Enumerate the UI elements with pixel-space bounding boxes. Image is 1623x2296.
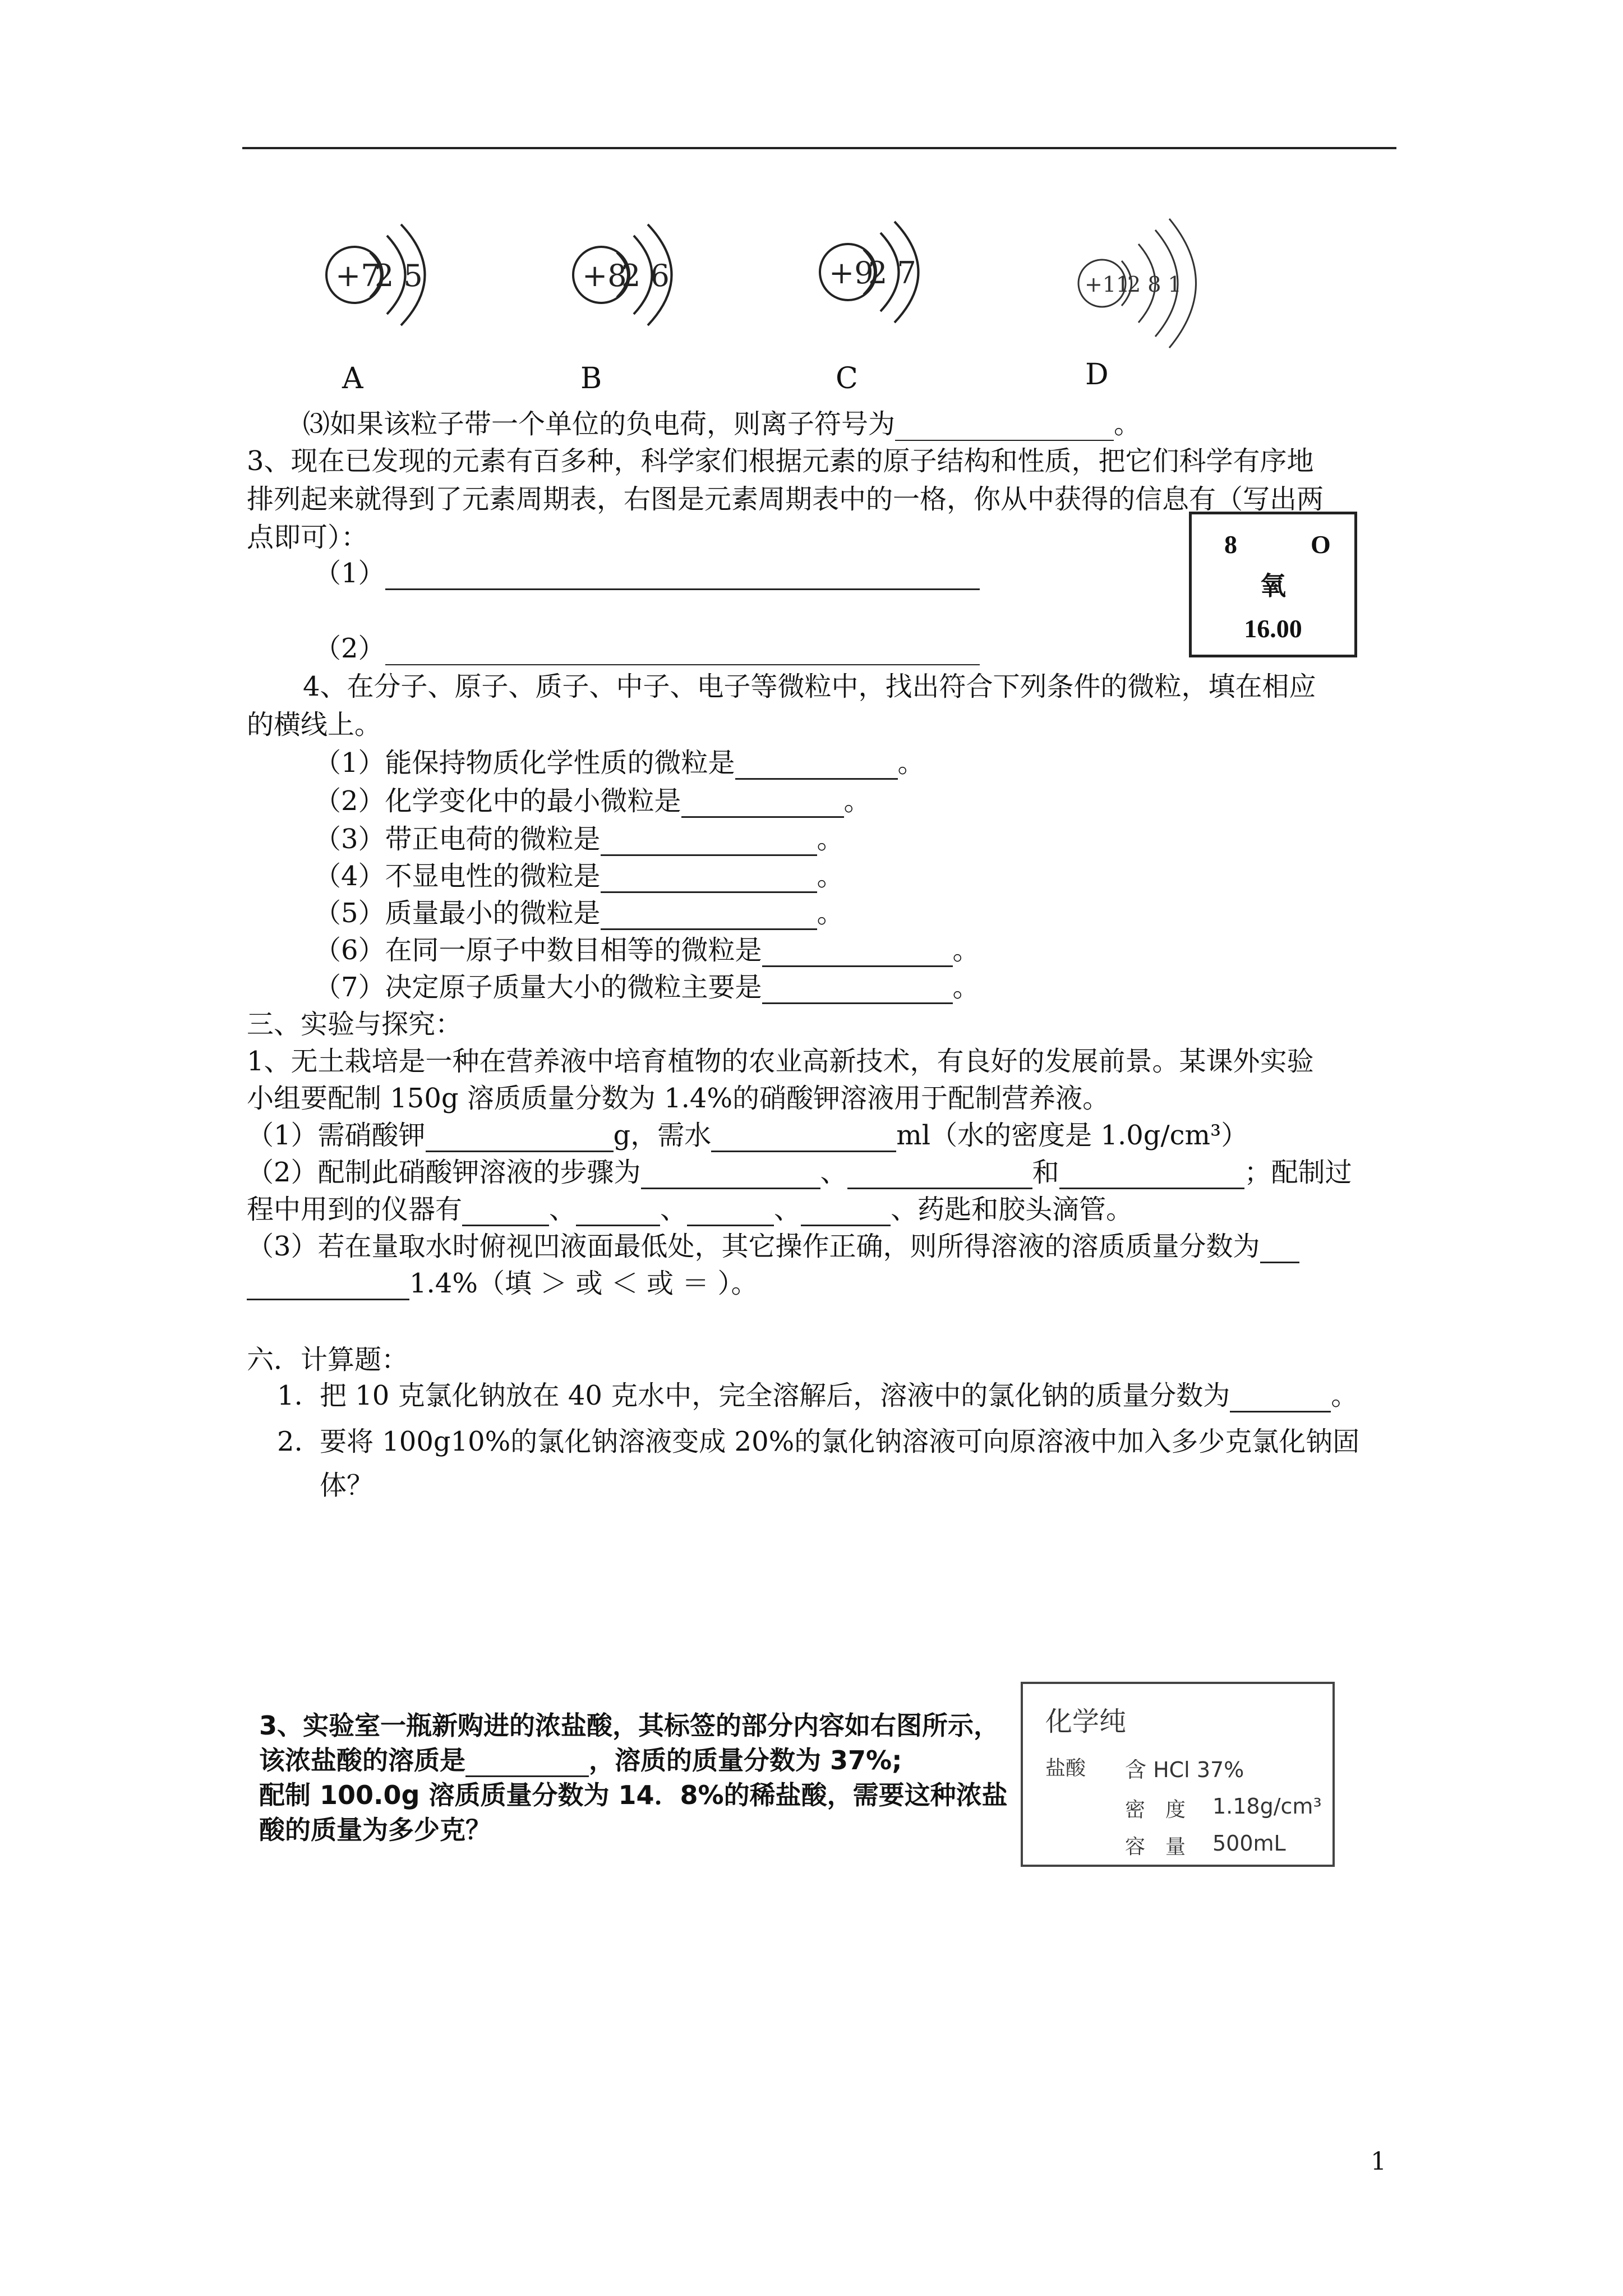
section3-s3-b: 1.4%（填 ＞ 或 ＜ 或 ＝ ）。: [409, 1268, 758, 1299]
section6-q1-num: 1.: [277, 1380, 303, 1411]
q3-item2: [314, 632, 980, 665]
atomic-number: 8: [1224, 530, 1237, 559]
step3-blank[interactable]: [1059, 1163, 1244, 1189]
atom-a: [326, 224, 425, 325]
section3-s2-sep-c: 、: [774, 1194, 801, 1225]
ion-question-text: ⑶如果该粒子带一个单位的负电荷，则离子符号为: [303, 408, 896, 440]
atomic-mass: 16.00: [1244, 614, 1302, 643]
q4-item-2: [314, 784, 871, 818]
q4-item-1-text: （1）能保持物质化学性质的微粒是: [314, 747, 735, 779]
atom-d: [1078, 219, 1196, 348]
q4-item-1-end: 。: [897, 747, 925, 779]
compare-blank[interactable]: [247, 1274, 409, 1300]
density-label: 密 度: [1125, 1798, 1186, 1821]
instrument3-blank[interactable]: [687, 1200, 774, 1226]
q4-item-7-text: （7）决定原子质量大小的微粒主要是: [314, 972, 762, 1003]
section6-q2-line2: 体？: [320, 1470, 374, 1501]
atom-b: [573, 224, 672, 325]
instrument4-blank[interactable]: [801, 1200, 891, 1226]
reagent-name: 盐酸: [1045, 1757, 1086, 1780]
step2-blank[interactable]: [847, 1163, 1032, 1189]
section3-s2-line2-a: 程中用到的仪器有: [247, 1194, 463, 1225]
element-symbol: O: [1311, 530, 1331, 559]
hcl-line2-b: ，溶质的质量分数为 37%;: [589, 1745, 902, 1775]
section3-s2-a: （2）配制此硝酸钾溶液的步骤为: [247, 1157, 641, 1188]
section3-s3-line2: [247, 1267, 758, 1300]
header-rule: [242, 147, 1396, 149]
q4-item-6-text: （6）在同一原子中数目相等的微粒是: [314, 935, 762, 966]
q4-item-1-blank[interactable]: [735, 753, 898, 780]
ion-question-end: 。: [1114, 408, 1141, 440]
q4-item-2-end: 。: [843, 785, 871, 817]
reagent-grade: 化学纯: [1045, 1706, 1127, 1737]
atom-diagrams: [303, 191, 1211, 398]
instrument1-blank[interactable]: [462, 1200, 549, 1226]
q4-line2: 的横线上。: [247, 709, 382, 740]
density-value: 1.18g/cm³: [1212, 1794, 1322, 1819]
atom-label-c: C: [836, 362, 858, 395]
q4-item-1: [314, 746, 925, 780]
q4-item-3-text: （3）带正电荷的微粒是: [314, 823, 601, 855]
hcl-line1: 3、实验室一瓶新购进的浓盐酸，其标签的部分内容如右图所示，: [259, 1710, 1000, 1741]
section3-s2-sep-a: 、: [549, 1194, 577, 1225]
section6-q1: [277, 1379, 1358, 1412]
hcl-line4: 酸的质量为多少克？: [259, 1815, 491, 1845]
atom-b-shells: 2 6: [621, 258, 670, 293]
q4-item-6-blank[interactable]: [762, 941, 953, 967]
q3-line3: 点即可）：: [247, 522, 368, 553]
element-name: 氧: [1260, 572, 1286, 600]
hcl-line2: [259, 1743, 902, 1777]
section3-s2-line2-end: 、药匙和胶头滴管。: [891, 1194, 1133, 1225]
atom-d-nucleus: +11: [1085, 272, 1130, 297]
section6-q2-line1: 要将 100g10%的氯化钠溶液变成 20%的氯化钠溶液可向原溶液中加入多少克氯化钠固: [320, 1426, 1360, 1457]
q4-line1: 4、在分子、原子、质子、中子、电子等微粒中，找出符合下列条件的微粒，填在相应: [303, 671, 1316, 702]
q3-item2-blank[interactable]: [385, 639, 980, 665]
section6-q1-body: [320, 1379, 1358, 1412]
q3-item1-label: （1）: [314, 558, 385, 589]
reagent-concentration: 含 HCl 37%: [1125, 1757, 1244, 1782]
q3-item2-label: （2）: [314, 633, 385, 664]
q4-item-7: [314, 970, 980, 1004]
hcl-line2-a: 该浓盐酸的溶质是: [259, 1745, 465, 1775]
page-number: 1: [1371, 2147, 1386, 2176]
section3-p1-line1: 1、无土栽培是一种在营养液中培育植物的农业高新技术，有良好的发展前景。某课外实验: [247, 1046, 1314, 1077]
atom-label-a: A: [342, 362, 363, 395]
q4-item-2-text: （2）化学变化中的最小微粒是: [314, 785, 681, 817]
q3-item1-blank[interactable]: [385, 564, 980, 590]
q4-item-4-text: （4）不显电性的微粒是: [314, 861, 601, 892]
q4-item-5-end: 。: [817, 898, 844, 929]
ion-question: [303, 407, 1141, 441]
atom-c: [820, 222, 919, 323]
q3-line2: 排列起来就得到了元素周期表，右图是元素周期表中的一格，你从中获得的信息有（写出两: [247, 484, 1324, 515]
instrument2-blank[interactable]: [576, 1200, 660, 1226]
q4-item-3-end: 。: [817, 823, 844, 855]
nacl-fraction-blank[interactable]: [1230, 1386, 1331, 1412]
q3-item1: [314, 556, 980, 590]
compare-blank-start[interactable]: [1260, 1237, 1299, 1263]
q4-item-5-blank[interactable]: [601, 904, 817, 930]
periodic-cell: [1189, 512, 1357, 657]
section3-s2: [247, 1156, 1352, 1189]
section3-s2-b: ；配制过: [1244, 1157, 1352, 1188]
section3-s2-line2: [247, 1193, 1133, 1226]
q3-line1: 3、现在已发现的元素有百多种，科学家们根据元素的原子结构和性质，把它们科学有序地: [247, 445, 1314, 477]
section6-q1-end: 。: [1331, 1380, 1358, 1411]
volume-value: 500mL: [1212, 1831, 1286, 1856]
ion-symbol-blank[interactable]: [895, 415, 1114, 441]
section3-s1-a: （1）需硝酸钾: [247, 1120, 426, 1151]
q4-item-3: [314, 822, 844, 856]
q4-item-2-blank[interactable]: [681, 792, 844, 818]
atom-c-nucleus: +9: [829, 255, 874, 291]
reagent-label: [1021, 1682, 1335, 1867]
step1-blank[interactable]: [641, 1163, 820, 1189]
atom-label-b: B: [580, 362, 602, 395]
section6-q2: [277, 1425, 1360, 1458]
section3-s3: [247, 1230, 1299, 1263]
q4-item-7-end: 。: [952, 972, 980, 1003]
section3-s2-sep-b: 、: [660, 1194, 688, 1225]
section6-q1-text: 把 10 克氯化钠放在 40 克水中，完全溶解后，溶液中的氯化钠的质量分数为: [320, 1380, 1230, 1411]
q4-item-7-blank[interactable]: [762, 978, 953, 1004]
q4-item-4: [314, 859, 844, 893]
atom-b-nucleus: +8: [582, 258, 627, 293]
water-volume-blank[interactable]: [711, 1126, 896, 1152]
section3-s1-b: g，需水: [613, 1120, 712, 1151]
q4-item-5-text: （5）质量最小的微粒是: [314, 898, 601, 929]
atom-c-shells: 2 7: [868, 255, 916, 291]
atom-a-nucleus: +7: [335, 258, 380, 293]
volume-label: 容 量: [1125, 1835, 1186, 1858]
section3-s1-c: ml（水的密度是 1.0g/cm³）: [896, 1120, 1248, 1151]
atom-label-d: D: [1085, 358, 1109, 392]
section3-p1-line2: 小组要配制 150g 溶质质量分数为 1.4%的硝酸钾溶液用于配制营养液。: [247, 1083, 1110, 1114]
atom-a-shells: 2 5: [375, 258, 423, 293]
section6-title: 六．计算题：: [247, 1344, 409, 1375]
q4-item-4-end: 。: [817, 861, 844, 892]
section3-s3-a: （3）若在量取水时俯视凹液面最低处，其它操作正确，则所得溶液的溶质质量分数为: [247, 1231, 1260, 1262]
q4-item-5: [314, 896, 844, 930]
section3-title: 三、实验与探究：: [247, 1009, 463, 1040]
kno3-mass-blank[interactable]: [426, 1126, 614, 1152]
q4-item-6-end: 。: [952, 935, 980, 966]
q4-item-4-blank[interactable]: [601, 867, 817, 893]
solute-blank[interactable]: [465, 1753, 589, 1777]
section3-s2-and: 和: [1032, 1157, 1059, 1188]
q4-item-6: [314, 933, 980, 967]
q4-item-3-blank[interactable]: [601, 830, 817, 856]
section6-q2-num: 2.: [277, 1426, 303, 1457]
atom-d-shells: 2 8 1: [1127, 272, 1182, 297]
section3-s1: [247, 1119, 1248, 1152]
hcl-line3: 配制 100.0g 溶质质量分数为 14．8%的稀盐酸，需要这种浓盐: [259, 1780, 1008, 1810]
section3-s2-sep1: 、: [820, 1157, 847, 1188]
